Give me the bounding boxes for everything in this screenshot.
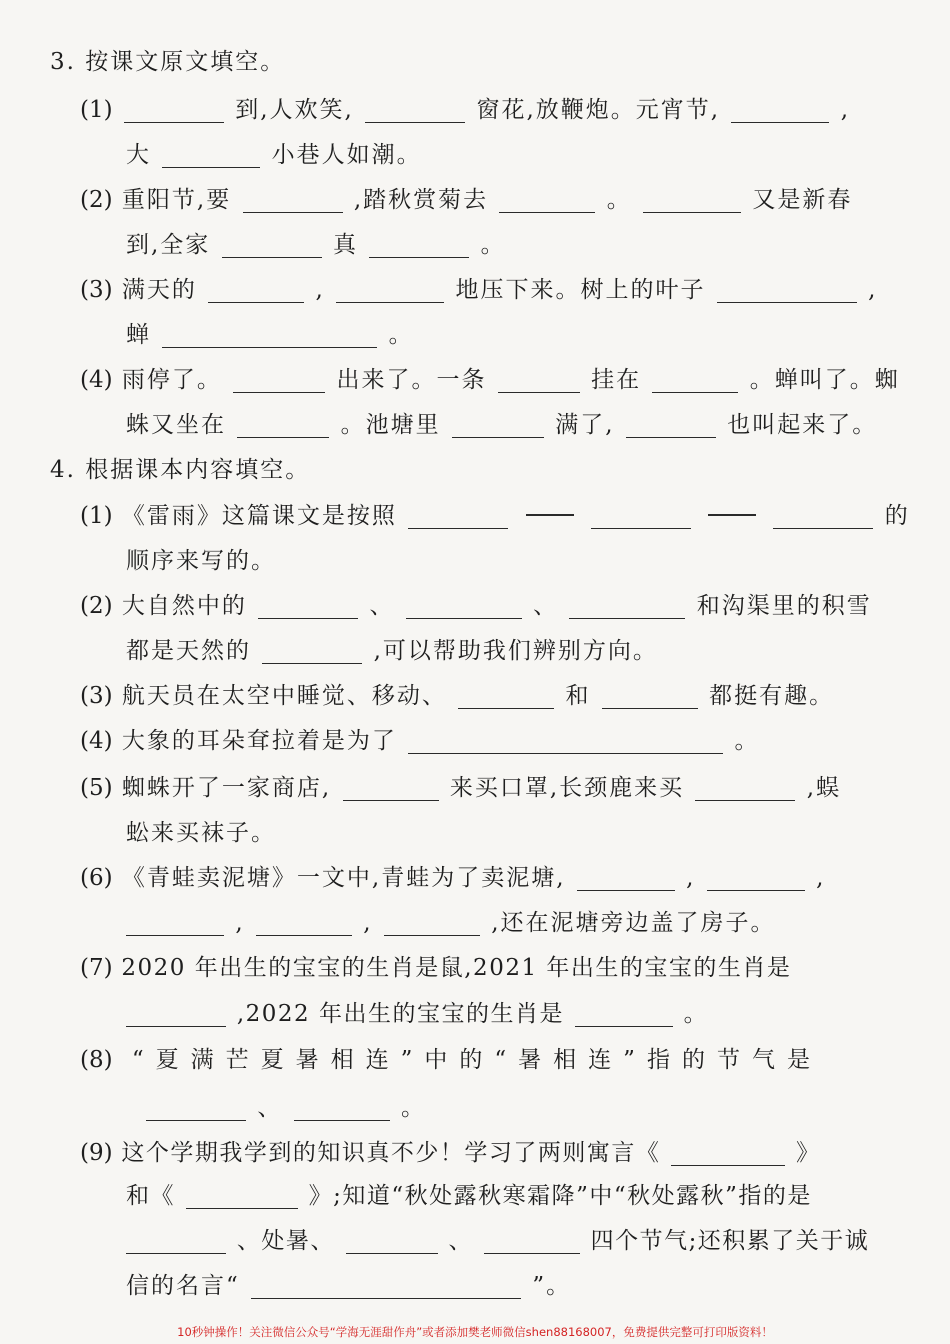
answer-blank[interactable] xyxy=(499,186,595,213)
answer-blank[interactable] xyxy=(365,96,465,123)
q4-2-number: (2) xyxy=(80,593,113,619)
q4-3-text: 航天员在太空中睡觉、移动、 xyxy=(121,683,447,709)
answer-blank[interactable] xyxy=(717,276,857,303)
q3-1-text: 窗花,放鞭炮。元宵节, xyxy=(476,97,721,123)
q4-9-text: 四个节气;还积累了关于诚 xyxy=(590,1228,870,1254)
q3-4-text: 雨停了。 xyxy=(121,367,222,393)
q3-item-4-line-1 xyxy=(80,360,950,400)
q3-4-text: 挂在 xyxy=(591,367,642,393)
q4-9-text: 、 xyxy=(448,1228,473,1254)
q4-2-text: 大自然中的 xyxy=(121,593,247,619)
q3-4-text: 。蝉叫了。蜘 xyxy=(749,367,900,393)
q4-item-9-line-4 xyxy=(126,1266,950,1306)
q3-3-text: 。 xyxy=(388,322,414,348)
q3-item-3-line-1 xyxy=(80,270,950,310)
q3-1-text: 小巷人如潮。 xyxy=(271,142,422,168)
q4-4-text: 。 xyxy=(734,728,760,754)
q3-4-number: (4) xyxy=(80,367,113,393)
q3-3-text: , xyxy=(315,277,325,303)
q3-item-2-line-2 xyxy=(126,225,950,265)
answer-blank[interactable] xyxy=(233,366,325,393)
q3-3-text: 地压下来。树上的叶子 xyxy=(455,277,706,303)
answer-blank[interactable] xyxy=(256,909,352,936)
q4-8-text: “夏满芒夏暑相连”中的“暑相连”指的节气是 xyxy=(131,1047,822,1073)
answer-blank[interactable] xyxy=(591,502,691,529)
q3-2-number: (2) xyxy=(80,187,113,213)
answer-blank[interactable] xyxy=(237,411,329,438)
answer-blank[interactable] xyxy=(731,96,829,123)
q4-item-6-line-1 xyxy=(80,858,950,898)
answer-blank[interactable] xyxy=(222,231,322,258)
answer-blank[interactable] xyxy=(336,276,444,303)
answer-blank[interactable] xyxy=(251,1272,521,1299)
q3-item-1-line-2 xyxy=(126,135,950,175)
answer-blank[interactable] xyxy=(643,186,741,213)
answer-blank[interactable] xyxy=(369,231,469,258)
q4-5-number: (5) xyxy=(80,775,113,801)
answer-blank[interactable] xyxy=(243,186,343,213)
q4-item-9-line-3 xyxy=(124,1221,950,1261)
answer-blank[interactable] xyxy=(146,1094,246,1121)
q4-9-text: 、处暑、 xyxy=(236,1228,335,1254)
answer-blank[interactable] xyxy=(126,1227,226,1254)
q4-2-text: 、 xyxy=(533,593,559,619)
answer-blank[interactable] xyxy=(577,864,675,891)
answer-blank[interactable] xyxy=(186,1182,298,1209)
q4-item-6-line-2 xyxy=(124,903,950,943)
q4-1-number: (1) xyxy=(80,503,113,529)
q3-title: 3. 按课文原文填空。 xyxy=(50,49,286,75)
dash-separator xyxy=(526,514,574,516)
q4-5-text: ,蜈 xyxy=(806,775,842,801)
q4-7-text: 。 xyxy=(683,1001,709,1027)
q4-item-8-line-1 xyxy=(80,1040,950,1080)
answer-blank[interactable] xyxy=(258,592,358,619)
q4-6-text: , xyxy=(235,910,245,936)
q4-8-number: (8) xyxy=(80,1047,113,1073)
q4-3-text: 都挺有趣。 xyxy=(709,683,835,709)
q4-item-9-line-1 xyxy=(80,1133,950,1173)
q3-item-4-line-2 xyxy=(126,405,950,445)
answer-blank[interactable] xyxy=(773,502,873,529)
answer-blank[interactable] xyxy=(124,96,224,123)
answer-blank[interactable] xyxy=(626,411,716,438)
q4-2-text: 都是天然的 xyxy=(126,638,251,664)
q3-item-2-line-1 xyxy=(80,180,950,220)
q3-2-text: 真 xyxy=(332,232,358,258)
answer-blank[interactable] xyxy=(575,1000,673,1027)
q4-item-7-line-2 xyxy=(124,994,950,1034)
answer-blank[interactable] xyxy=(162,141,260,168)
answer-blank[interactable] xyxy=(384,909,480,936)
answer-blank[interactable] xyxy=(707,864,805,891)
q3-3-number: (3) xyxy=(80,277,113,303)
q4-7-text: ,2022 年出生的宝宝的生肖是 xyxy=(236,1001,564,1027)
q3-2-text: ,踏秋赏菊去 xyxy=(353,187,489,213)
answer-blank[interactable] xyxy=(452,411,544,438)
q4-7-text: 2020 年出生的宝宝的生肖是鼠,2021 年出生的宝宝的生肖是 xyxy=(121,955,792,981)
q4-1-text: 的 xyxy=(884,503,910,529)
q4-item-3 xyxy=(80,676,950,716)
q4-6-text: , xyxy=(686,865,696,891)
q4-item-8-line-2 xyxy=(144,1088,950,1128)
q4-title: 4. 根据课本内容填空。 xyxy=(50,457,311,483)
q3-4-text: 满了, xyxy=(555,412,615,438)
answer-blank[interactable] xyxy=(406,592,522,619)
answer-blank[interactable] xyxy=(498,366,580,393)
q3-1-text: 到,人欢笑, xyxy=(235,97,354,123)
q4-9-text: 这个学期我学到的知识真不少！学习了两则寓言《 xyxy=(121,1140,661,1166)
q4-7-number: (7) xyxy=(80,955,113,981)
q4-item-2-line-2 xyxy=(126,631,950,671)
q4-9-text: 》 xyxy=(796,1140,821,1166)
q4-5-text: 蚣来买袜子。 xyxy=(126,820,276,846)
q4-9-text: 信的名言“ xyxy=(126,1273,240,1299)
dash-separator xyxy=(708,514,756,516)
q4-9-text: ”。 xyxy=(532,1273,572,1299)
q3-2-text: 。 xyxy=(606,187,632,213)
q3-2-text: 又是新春 xyxy=(752,187,853,213)
q4-item-2-line-1 xyxy=(80,586,950,626)
answer-blank[interactable] xyxy=(484,1227,580,1254)
q4-6-number: (6) xyxy=(80,865,113,891)
answer-blank[interactable] xyxy=(343,774,439,801)
q4-8-text: 、 xyxy=(257,1095,283,1121)
q4-6-text: 《青蛙卖泥塘》一文中,青蛙为了卖泥塘, xyxy=(121,865,566,891)
q4-6-text: , xyxy=(363,910,373,936)
answer-blank[interactable] xyxy=(162,321,377,348)
q4-item-9-line-2 xyxy=(126,1176,950,1216)
q4-8-text: 。 xyxy=(400,1095,426,1121)
q3-4-text: 蛛又坐在 xyxy=(126,412,226,438)
q4-9-text: 》;知道“秋处露秋寒霜降”中“秋处露秋”指的是 xyxy=(308,1183,812,1209)
q4-3-text: 和 xyxy=(565,683,591,709)
answer-blank[interactable] xyxy=(208,276,304,303)
q4-item-1-line-1 xyxy=(80,496,950,536)
answer-blank[interactable] xyxy=(695,774,795,801)
q4-item-5-line-2 xyxy=(126,813,950,853)
answer-blank[interactable] xyxy=(569,592,685,619)
q4-2-text: ,可以帮助我们辨别方向。 xyxy=(373,638,658,664)
q4-2-text: 和沟渠里的积雪 xyxy=(696,593,872,619)
q4-6-text: ,还在泥塘旁边盖了房子。 xyxy=(491,910,776,936)
q4-4-text: 大象的耳朵耷拉着是为了 xyxy=(121,728,397,754)
q4-1-text: 《雷雨》这篇课文是按照 xyxy=(121,503,397,529)
q4-2-text: 、 xyxy=(369,593,395,619)
answer-blank[interactable] xyxy=(671,1139,785,1166)
q4-item-5-line-1 xyxy=(80,768,950,808)
q4-item-4 xyxy=(80,721,950,761)
q4-3-number: (3) xyxy=(80,683,113,709)
q4-1-text: 顺序来写的。 xyxy=(126,548,276,574)
answer-blank[interactable] xyxy=(408,502,508,529)
q3-1-number: (1) xyxy=(80,97,113,123)
q4-4-number: (4) xyxy=(80,728,113,754)
q3-3-text: , xyxy=(868,277,878,303)
answer-blank[interactable] xyxy=(126,1000,226,1027)
q3-1-text: 大 xyxy=(126,142,151,168)
q4-5-text: 蜘蛛开了一家商店, xyxy=(121,775,332,801)
answer-blank[interactable] xyxy=(262,637,362,664)
q3-3-text: 蝉 xyxy=(126,322,151,348)
q4-item-1-line-2 xyxy=(126,541,950,581)
answer-blank[interactable] xyxy=(408,727,723,754)
answer-blank[interactable] xyxy=(126,909,224,936)
q4-9-number: (9) xyxy=(80,1140,113,1166)
answer-blank[interactable] xyxy=(652,366,738,393)
footer-promo-text: 10秒钟操作！关注微信公众号“学海无涯甜作舟”或者添加樊老师微信shen88168007，免费提供完整可打印版资料！ xyxy=(177,1325,773,1339)
q3-4-text: 也叫起来了。 xyxy=(727,412,878,438)
q3-item-3-line-2 xyxy=(126,315,950,355)
answer-blank[interactable] xyxy=(346,1227,438,1254)
q4-9-text: 和《 xyxy=(126,1183,175,1209)
q3-4-text: 出来了。一条 xyxy=(336,367,487,393)
q3-4-text: 。池塘里 xyxy=(340,412,441,438)
answer-blank[interactable] xyxy=(294,1094,390,1121)
q3-1-text: , xyxy=(840,97,851,123)
q3-2-text: 到,全家 xyxy=(126,232,211,258)
answer-blank[interactable] xyxy=(602,682,698,709)
q4-5-text: 来买口罩,长颈鹿来买 xyxy=(449,775,685,801)
q3-2-text: 。 xyxy=(480,232,506,258)
q3-2-text: 重阳节,要 xyxy=(121,187,232,213)
answer-blank[interactable] xyxy=(458,682,554,709)
q4-item-7-line-1 xyxy=(80,948,950,988)
q4-6-text: , xyxy=(816,865,826,891)
q3-item-1-line-1 xyxy=(80,90,950,130)
q3-3-text: 满天的 xyxy=(121,277,197,303)
